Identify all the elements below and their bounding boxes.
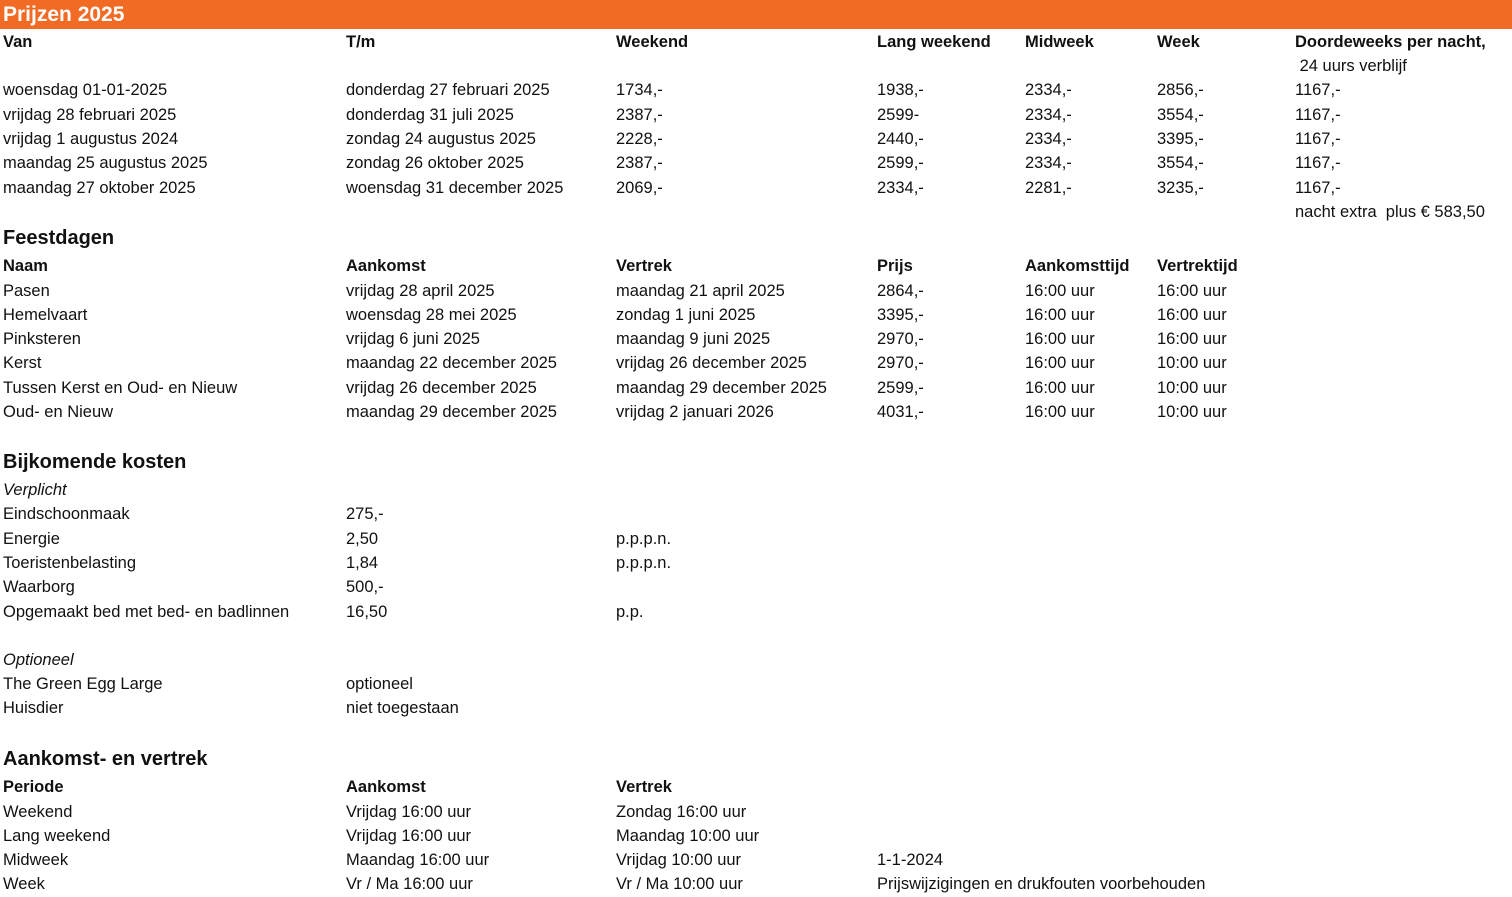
holiday-arrival-time: 16:00 uur: [1025, 379, 1095, 397]
section-heading-bijkomende-kosten: Bijkomende kosten: [3, 451, 187, 473]
holiday-name: Pinksteren: [3, 330, 81, 348]
period-departure: Vr / Ma 10:00 uur: [616, 875, 743, 893]
cost-amount: 2,50: [346, 530, 379, 548]
list-item: [0, 576, 1512, 600]
prices-header-row: [0, 31, 1512, 55]
col-header-aankomst: Aankomst: [346, 778, 426, 796]
prices-header-note-row: [0, 55, 1512, 79]
prices-footnote-row: [0, 201, 1512, 225]
table-row: [0, 377, 1512, 401]
holiday-name: Tussen Kerst en Oud- en Nieuw: [3, 379, 238, 397]
holiday-price: 3395,-: [877, 306, 924, 324]
col-header-lang-weekend: Lang weekend: [877, 33, 991, 51]
price-per-nacht: 1167,-: [1295, 179, 1341, 197]
col-header-week: Week: [1157, 33, 1200, 51]
mandatory-label: Verplicht: [3, 481, 67, 499]
price-weekend: 2387,-: [616, 106, 663, 124]
holiday-arrival: maandag 22 december 2025: [346, 354, 557, 372]
col-header-naam: Naam: [3, 257, 48, 275]
period-arrival: Maandag 16:00 uur: [346, 851, 490, 869]
holiday-departure: vrijdag 26 december 2025: [616, 354, 807, 372]
price-per-nacht: 1167,-: [1295, 154, 1341, 172]
cost-amount: 275,-: [346, 505, 384, 523]
holiday-arrival: woensdag 28 mei 2025: [346, 306, 517, 324]
price-van: maandag 25 augustus 2025: [3, 154, 208, 172]
period-name: Midweek: [3, 851, 69, 869]
price-per-nacht: 1167,-: [1295, 106, 1341, 124]
cost-name: Toeristenbelasting: [3, 554, 136, 572]
price-week: 3554,-: [1157, 154, 1204, 172]
table-row: [0, 304, 1512, 328]
holiday-price: 2864,-: [877, 282, 924, 300]
col-header-prijs: Prijs: [877, 257, 913, 275]
holiday-arrival-time: 16:00 uur: [1025, 403, 1095, 421]
holiday-price: 2970,-: [877, 330, 924, 348]
period-departure: Maandag 10:00 uur: [616, 827, 760, 845]
holiday-price: 2599,-: [877, 379, 924, 397]
price-lang-weekend: 2599,-: [877, 154, 924, 172]
price-week: 3554,-: [1157, 106, 1204, 124]
table-row: [0, 352, 1512, 376]
price-van: vrijdag 1 augustus 2024: [3, 130, 179, 148]
price-lang-weekend: 2440,-: [877, 130, 924, 148]
table-row: [0, 849, 1512, 873]
list-item: [0, 697, 1512, 721]
list-item: [0, 528, 1512, 552]
optional-value: optioneel: [346, 675, 413, 693]
price-midweek: 2334,-: [1025, 130, 1072, 148]
price-lang-weekend: 2334,-: [877, 179, 924, 197]
period-arrival: Vrijdag 16:00 uur: [346, 827, 472, 845]
holiday-price: 4031,-: [877, 403, 924, 421]
holiday-departure: maandag 29 december 2025: [616, 379, 827, 397]
holiday-name: Hemelvaart: [3, 306, 88, 324]
price-week: 2856,-: [1157, 81, 1204, 99]
table-row: [0, 328, 1512, 352]
price-week: 3235,-: [1157, 179, 1204, 197]
holiday-arrival-time: 16:00 uur: [1025, 354, 1095, 372]
holiday-name: Pasen: [3, 282, 50, 300]
optional-name: The Green Egg Large: [3, 675, 163, 693]
price-tm: zondag 24 augustus 2025: [346, 130, 536, 148]
price-midweek: 2334,-: [1025, 106, 1072, 124]
list-item: [0, 552, 1512, 576]
price-van: woensdag 01-01-2025: [3, 81, 168, 99]
arrival-header-row: [0, 776, 1512, 800]
price-midweek: 2281,-: [1025, 179, 1072, 197]
price-van: vrijdag 28 februari 2025: [3, 106, 177, 124]
list-item: [0, 503, 1512, 527]
period-name: Week: [3, 875, 45, 893]
cost-name: Waarborg: [3, 578, 75, 596]
holiday-departure: maandag 21 april 2025: [616, 282, 785, 300]
holiday-departure-time: 16:00 uur: [1157, 306, 1227, 324]
col-header-per-nacht: Doordeweeks per nacht,: [1295, 33, 1486, 51]
table-row: [0, 152, 1512, 176]
title-banner: [0, 0, 1512, 29]
holiday-departure-time: 10:00 uur: [1157, 379, 1227, 397]
costs-optional-label-row: [0, 649, 1512, 673]
section-heading-aankomst-vertrek: Aankomst- en vertrek: [3, 748, 208, 770]
col-header-aankomst: Aankomst: [346, 257, 426, 275]
holiday-name: Oud- en Nieuw: [3, 403, 114, 421]
table-row: [0, 873, 1512, 897]
costs-mandatory-label-row: [0, 479, 1512, 503]
col-header-vertrek: Vertrek: [616, 778, 672, 796]
period-name: Weekend: [3, 803, 73, 821]
col-header-midweek: Midweek: [1025, 33, 1094, 51]
table-row: [0, 401, 1512, 425]
holiday-departure: vrijdag 2 januari 2026: [616, 403, 774, 421]
date-note: 1-1-2024: [877, 851, 944, 869]
extra-night-note: nacht extra plus € 583,50: [1295, 203, 1485, 221]
period-arrival: Vrijdag 16:00 uur: [346, 803, 472, 821]
table-row: [0, 177, 1512, 201]
cost-name: Opgemaakt bed met bed- en badlinnen: [3, 603, 290, 621]
holiday-arrival-time: 16:00 uur: [1025, 282, 1095, 300]
col-header-vertrek: Vertrek: [616, 257, 672, 275]
col-header-vertrektijd: Vertrektijd: [1157, 257, 1238, 275]
holiday-arrival-time: 16:00 uur: [1025, 306, 1095, 324]
price-weekend: 2387,-: [616, 154, 663, 172]
holiday-departure: maandag 9 juni 2025: [616, 330, 771, 348]
price-lang-weekend: 2599-: [877, 106, 920, 124]
price-week: 3395,-: [1157, 130, 1204, 148]
cost-unit: p.p.p.n.: [616, 554, 672, 572]
period-name: Lang weekend: [3, 827, 111, 845]
cost-amount: 1,84: [346, 554, 379, 572]
price-tm: woensdag 31 december 2025: [346, 179, 564, 197]
price-tm: zondag 26 oktober 2025: [346, 154, 524, 172]
page-title: Prijzen 2025: [3, 3, 125, 26]
holiday-departure-time: 16:00 uur: [1157, 330, 1227, 348]
price-weekend: 1734,-: [616, 81, 663, 99]
per-nacht-note: 24 uurs verblijf: [1295, 57, 1407, 75]
table-row: [0, 104, 1512, 128]
col-header-weekend: Weekend: [616, 33, 689, 51]
price-weekend: 2069,-: [616, 179, 663, 197]
table-row: [0, 825, 1512, 849]
period-arrival: Vr / Ma 16:00 uur: [346, 875, 473, 893]
cost-unit: p.p.p.n.: [616, 530, 672, 548]
holiday-arrival-time: 16:00 uur: [1025, 330, 1095, 348]
holiday-name: Kerst: [3, 354, 42, 372]
table-row: [0, 79, 1512, 103]
holiday-departure-time: 10:00 uur: [1157, 403, 1227, 421]
holiday-arrival: vrijdag 28 april 2025: [346, 282, 495, 300]
price-tm: donderdag 31 juli 2025: [346, 106, 514, 124]
holidays-header-row: [0, 255, 1512, 279]
cost-amount: 16,50: [346, 603, 388, 621]
price-per-nacht: 1167,-: [1295, 81, 1341, 99]
holiday-departure-time: 16:00 uur: [1157, 282, 1227, 300]
price-lang-weekend: 1938,-: [877, 81, 924, 99]
disclaimer: Prijswijzigingen en drukfouten voorbehouden: [877, 875, 1206, 893]
holiday-price: 2970,-: [877, 354, 924, 372]
price-tm: donderdag 27 februari 2025: [346, 81, 550, 99]
holiday-departure: zondag 1 juni 2025: [616, 306, 756, 324]
col-header-aankomsttijd: Aankomsttijd: [1025, 257, 1130, 275]
period-departure: Vrijdag 10:00 uur: [616, 851, 742, 869]
list-item: [0, 601, 1512, 625]
table-row: [0, 280, 1512, 304]
table-row: [0, 128, 1512, 152]
holiday-departure-time: 10:00 uur: [1157, 354, 1227, 372]
optional-name: Huisdier: [3, 699, 64, 717]
holiday-arrival: vrijdag 6 juni 2025: [346, 330, 480, 348]
col-header-periode: Periode: [3, 778, 64, 796]
cost-name: Eindschoonmaak: [3, 505, 130, 523]
holiday-arrival: maandag 29 december 2025: [346, 403, 557, 421]
table-row: [0, 801, 1512, 825]
price-weekend: 2228,-: [616, 130, 663, 148]
optional-value: niet toegestaan: [346, 699, 459, 717]
price-per-nacht: 1167,-: [1295, 130, 1341, 148]
optional-label: Optioneel: [3, 651, 74, 669]
cost-name: Energie: [3, 530, 60, 548]
price-midweek: 2334,-: [1025, 154, 1072, 172]
holiday-arrival: vrijdag 26 december 2025: [346, 379, 537, 397]
list-item: [0, 673, 1512, 697]
section-heading-feestdagen: Feestdagen: [3, 227, 115, 249]
cost-amount: 500,-: [346, 578, 384, 596]
price-midweek: 2334,-: [1025, 81, 1072, 99]
col-header-tm: T/m: [346, 33, 376, 51]
col-header-van: Van: [3, 33, 33, 51]
period-departure: Zondag 16:00 uur: [616, 803, 747, 821]
cost-unit: p.p.: [616, 603, 644, 621]
price-van: maandag 27 oktober 2025: [3, 179, 196, 197]
